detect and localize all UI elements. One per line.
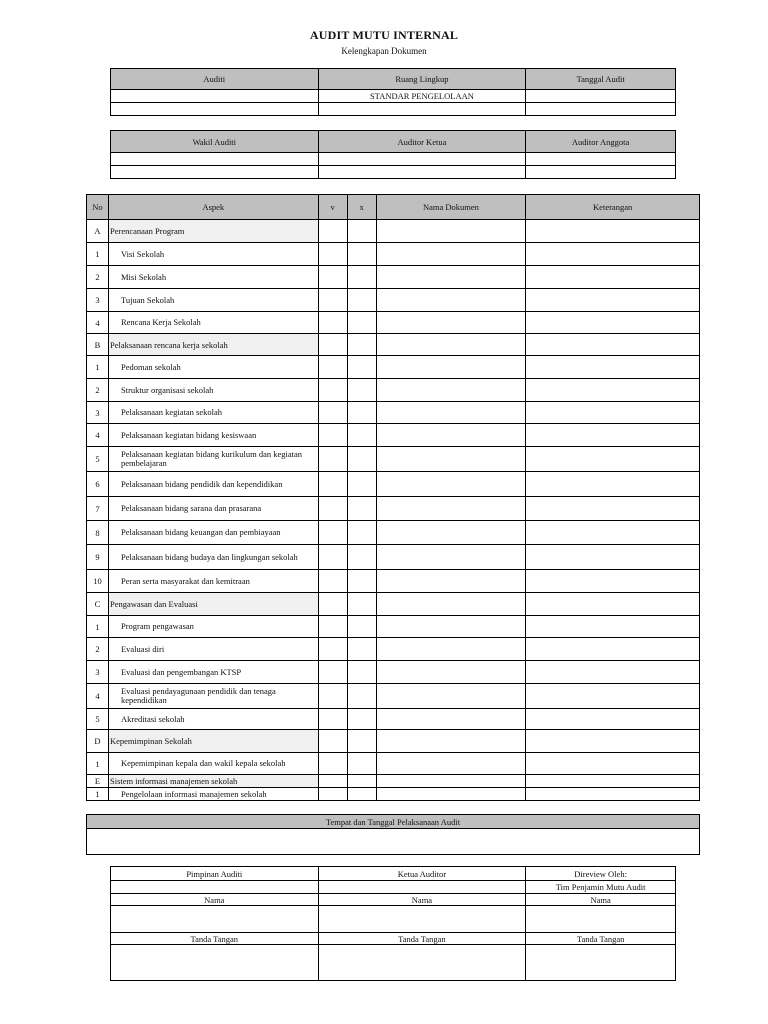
row-number: 1 xyxy=(87,788,109,801)
section-row xyxy=(87,775,700,788)
document-name-cell[interactable] xyxy=(376,753,526,775)
check-v-cell[interactable] xyxy=(318,730,347,753)
check-v-cell[interactable] xyxy=(318,684,347,709)
document-title: AUDIT MUTU INTERNAL xyxy=(309,28,459,42)
scope-value: STANDAR PENGELOLAAN xyxy=(318,90,526,103)
aspect-label: Pelaksanaan kegiatan sekolah xyxy=(108,402,318,424)
remarks-cell[interactable] xyxy=(526,570,700,593)
section-title: Pengawasan dan Evaluasi xyxy=(108,593,318,616)
col-nama-dokumen: Nama Dokumen xyxy=(376,195,526,220)
check-x-cell[interactable] xyxy=(347,379,376,402)
checklist-row xyxy=(87,266,700,289)
row-number: 9 xyxy=(87,545,109,570)
check-x-cell[interactable] xyxy=(347,730,376,753)
check-v-cell[interactable] xyxy=(318,447,347,472)
check-v-cell[interactable] xyxy=(318,709,347,730)
document-name-cell[interactable] xyxy=(376,638,526,661)
row-number: 2 xyxy=(87,638,109,661)
checklist-row xyxy=(87,684,700,709)
remarks-cell[interactable] xyxy=(526,402,700,424)
aspect-label: Struktur organisasi sekolah xyxy=(108,379,318,402)
row-number: 5 xyxy=(87,709,109,730)
check-x-cell[interactable] xyxy=(347,521,376,545)
aspect-label: Evaluasi diri xyxy=(108,638,318,661)
check-v-cell[interactable] xyxy=(318,289,347,312)
check-x-cell[interactable] xyxy=(347,472,376,497)
aspect-label: Peran serta masyarakat dan kemitraan xyxy=(108,570,318,593)
signature-label: Tanda Tangan xyxy=(526,933,676,945)
col-aspek: Aspek xyxy=(108,195,318,220)
col-ruang-lingkup: Ruang Lingkup xyxy=(318,69,526,90)
check-v-cell[interactable] xyxy=(318,266,347,289)
checklist-row xyxy=(87,472,700,497)
check-v-cell[interactable] xyxy=(318,472,347,497)
col-tanggal-audit: Tanggal Audit xyxy=(526,69,676,90)
row-number: 4 xyxy=(87,684,109,709)
checklist-row xyxy=(87,402,700,424)
checklist-row xyxy=(87,356,700,379)
row-number: B xyxy=(87,334,109,356)
col-v: v xyxy=(318,195,347,220)
checklist-row xyxy=(87,521,700,545)
check-v-cell[interactable] xyxy=(318,661,347,684)
name-label: Nama xyxy=(526,894,676,906)
section-title: Sistem informasi manajemen sekolah xyxy=(108,775,318,788)
auditor-table xyxy=(110,130,676,179)
document-name-cell[interactable] xyxy=(376,447,526,472)
remarks-cell[interactable] xyxy=(526,472,700,497)
remarks-cell[interactable] xyxy=(526,497,700,521)
remarks-cell[interactable] xyxy=(526,289,700,312)
audit-info-table xyxy=(110,68,676,116)
remarks-cell[interactable] xyxy=(526,243,700,266)
check-x-cell[interactable] xyxy=(347,402,376,424)
document-name-cell[interactable] xyxy=(376,684,526,709)
check-x-cell[interactable] xyxy=(347,424,376,447)
section-row xyxy=(87,334,700,356)
check-v-cell[interactable] xyxy=(318,545,347,570)
row-number: 3 xyxy=(87,289,109,312)
row-number: 1 xyxy=(87,753,109,775)
row-number: 5 xyxy=(87,447,109,472)
checklist-row xyxy=(87,709,700,730)
aspect-label: Kepemimpinan kepala dan wakil kepala sekolah xyxy=(108,753,318,775)
row-number: 3 xyxy=(87,402,109,424)
aspect-label: Evaluasi dan pengembangan KTSP xyxy=(108,661,318,684)
row-number: 6 xyxy=(87,472,109,497)
place-date-table xyxy=(86,814,700,855)
check-v-cell[interactable] xyxy=(318,424,347,447)
section-title: Kepemimpinan Sekolah xyxy=(108,730,318,753)
remarks-cell[interactable] xyxy=(526,266,700,289)
remarks-cell[interactable] xyxy=(526,730,700,753)
check-x-cell[interactable] xyxy=(347,220,376,243)
name-field[interactable] xyxy=(318,906,526,933)
remarks-cell[interactable] xyxy=(526,593,700,616)
tanggal-cell[interactable] xyxy=(526,90,676,103)
row-number: 1 xyxy=(87,243,109,266)
row-number: E xyxy=(87,775,109,788)
checklist-row xyxy=(87,788,700,801)
checklist-row xyxy=(87,447,700,472)
check-x-cell[interactable] xyxy=(347,447,376,472)
remarks-cell[interactable] xyxy=(526,379,700,402)
row-number: D xyxy=(87,730,109,753)
blank-cell xyxy=(318,881,526,894)
check-x-cell[interactable] xyxy=(347,788,376,801)
check-x-cell[interactable] xyxy=(347,616,376,638)
aspect-label: Evaluasi pendayagunaan pendidik dan tenaga kependidikan xyxy=(108,684,318,709)
checklist-row xyxy=(87,753,700,775)
col-auditi: Auditi xyxy=(111,69,319,90)
document-name-cell[interactable] xyxy=(376,661,526,684)
checklist-row xyxy=(87,379,700,402)
aspect-label: Pelaksanaan kegiatan bidang kurikulum dan kegiatan pembelajaran xyxy=(108,447,318,472)
document-name-cell[interactable] xyxy=(376,243,526,266)
aspect-label: Program pengawasan xyxy=(108,616,318,638)
section-row xyxy=(87,730,700,753)
check-x-cell[interactable] xyxy=(347,593,376,616)
check-v-cell[interactable] xyxy=(318,356,347,379)
check-x-cell[interactable] xyxy=(347,312,376,334)
aspect-label: Akreditasi sekolah xyxy=(108,709,318,730)
document-name-cell[interactable] xyxy=(376,402,526,424)
aspect-label: Pedoman sekolah xyxy=(108,356,318,379)
col-pimpinan-auditi: Pimpinan Auditi xyxy=(111,867,319,881)
remarks-cell[interactable] xyxy=(526,356,700,379)
col-wakil-auditi: Wakil Auditi xyxy=(111,131,319,153)
check-x-cell[interactable] xyxy=(347,545,376,570)
remarks-cell[interactable] xyxy=(526,312,700,334)
check-v-cell[interactable] xyxy=(318,521,347,545)
row-number: 4 xyxy=(87,424,109,447)
anggota-cell[interactable] xyxy=(526,153,676,166)
col-direview-oleh: Direview Oleh: xyxy=(526,867,676,881)
section-row xyxy=(87,593,700,616)
row-number: 2 xyxy=(87,266,109,289)
signature-field[interactable] xyxy=(318,945,526,981)
checklist-row xyxy=(87,638,700,661)
check-v-cell[interactable] xyxy=(318,402,347,424)
scope-cell-2[interactable] xyxy=(318,103,526,116)
checklist-row xyxy=(87,661,700,684)
anggota-cell-2[interactable] xyxy=(526,166,676,179)
signature-table xyxy=(110,866,676,981)
document-name-cell[interactable] xyxy=(376,775,526,788)
section-title: Perencanaan Program xyxy=(108,220,318,243)
document-name-cell[interactable] xyxy=(376,356,526,379)
row-number: 10 xyxy=(87,570,109,593)
aspect-label: Pengelolaan informasi manajemen sekolah xyxy=(108,788,318,801)
document-name-cell[interactable] xyxy=(376,266,526,289)
check-v-cell[interactable] xyxy=(318,593,347,616)
document-name-cell[interactable] xyxy=(376,472,526,497)
row-number: 1 xyxy=(87,616,109,638)
col-x: x xyxy=(347,195,376,220)
row-number: 4 xyxy=(87,312,109,334)
signature-field[interactable] xyxy=(111,945,319,981)
row-number: 2 xyxy=(87,379,109,402)
auditi-cell-2[interactable] xyxy=(111,103,319,116)
document-name-cell[interactable] xyxy=(376,570,526,593)
check-v-cell[interactable] xyxy=(318,753,347,775)
aspect-label: Tujuan Sekolah xyxy=(108,289,318,312)
signature-label: Tanda Tangan xyxy=(111,933,319,945)
checklist-table xyxy=(86,194,700,801)
document-name-cell[interactable] xyxy=(376,545,526,570)
check-v-cell[interactable] xyxy=(318,775,347,788)
checklist-row xyxy=(87,616,700,638)
check-x-cell[interactable] xyxy=(347,243,376,266)
checklist-row xyxy=(87,545,700,570)
ketua-cell-2[interactable] xyxy=(318,166,526,179)
remarks-cell[interactable] xyxy=(526,521,700,545)
place-date-header: Tempat dan Tanggal Pelaksanaan Audit xyxy=(87,815,700,829)
remarks-cell[interactable] xyxy=(526,775,700,788)
check-x-cell[interactable] xyxy=(347,661,376,684)
remarks-cell[interactable] xyxy=(526,334,700,356)
row-number: C xyxy=(87,593,109,616)
document-name-cell[interactable] xyxy=(376,289,526,312)
remarks-cell[interactable] xyxy=(526,684,700,709)
row-number: 7 xyxy=(87,497,109,521)
row-number: 3 xyxy=(87,661,109,684)
check-v-cell[interactable] xyxy=(318,497,347,521)
checklist-row xyxy=(87,243,700,266)
check-x-cell[interactable] xyxy=(347,775,376,788)
document-name-cell[interactable] xyxy=(376,379,526,402)
check-x-cell[interactable] xyxy=(347,570,376,593)
checklist-row xyxy=(87,312,700,334)
remarks-cell[interactable] xyxy=(526,424,700,447)
check-x-cell[interactable] xyxy=(347,334,376,356)
check-x-cell[interactable] xyxy=(347,709,376,730)
name-field[interactable] xyxy=(111,906,319,933)
wakil-cell-2[interactable] xyxy=(111,166,319,179)
document-name-cell[interactable] xyxy=(376,220,526,243)
check-v-cell[interactable] xyxy=(318,220,347,243)
checklist-row xyxy=(87,570,700,593)
reviewer-team: Tim Penjamin Mutu Audit xyxy=(526,881,676,894)
aspect-label: Misi Sekolah xyxy=(108,266,318,289)
aspect-label: Rencana Kerja Sekolah xyxy=(108,312,318,334)
document-name-cell[interactable] xyxy=(376,521,526,545)
remarks-cell[interactable] xyxy=(526,447,700,472)
aspect-label: Pelaksanaan bidang sarana dan prasarana xyxy=(108,497,318,521)
col-auditor-ketua: Auditor Ketua xyxy=(318,131,526,153)
check-x-cell[interactable] xyxy=(347,289,376,312)
check-v-cell[interactable] xyxy=(318,638,347,661)
document-subtitle: Kelengkapan Dokumen xyxy=(341,46,427,56)
row-number: 1 xyxy=(87,356,109,379)
document-name-cell[interactable] xyxy=(376,424,526,447)
signature-field[interactable] xyxy=(526,945,676,981)
document-name-cell[interactable] xyxy=(376,788,526,801)
check-v-cell[interactable] xyxy=(318,788,347,801)
checklist-row xyxy=(87,289,700,312)
col-auditor-anggota: Auditor Anggota xyxy=(526,131,676,153)
remarks-cell[interactable] xyxy=(526,545,700,570)
wakil-cell[interactable] xyxy=(111,153,319,166)
document-name-cell[interactable] xyxy=(376,709,526,730)
document-name-cell[interactable] xyxy=(376,616,526,638)
row-number: 8 xyxy=(87,521,109,545)
section-title: Pelaksanaan rencana kerja sekolah xyxy=(108,334,318,356)
col-no: No xyxy=(87,195,109,220)
check-x-cell[interactable] xyxy=(347,356,376,379)
check-v-cell[interactable] xyxy=(318,616,347,638)
remarks-cell[interactable] xyxy=(526,753,700,775)
document-name-cell[interactable] xyxy=(376,334,526,356)
auditi-cell[interactable] xyxy=(111,90,319,103)
blank-cell xyxy=(111,881,319,894)
section-row xyxy=(87,220,700,243)
row-number: A xyxy=(87,220,109,243)
aspect-label: Pelaksanaan kegiatan bidang kesiswaan xyxy=(108,424,318,447)
aspect-label: Pelaksanaan bidang pendidik dan kependidikan xyxy=(108,472,318,497)
document-name-cell[interactable] xyxy=(376,497,526,521)
aspect-label: Pelaksanaan bidang keuangan dan pembiayaan xyxy=(108,521,318,545)
ketua-cell[interactable] xyxy=(318,153,526,166)
remarks-cell[interactable] xyxy=(526,638,700,661)
document-name-cell[interactable] xyxy=(376,730,526,753)
check-x-cell[interactable] xyxy=(347,753,376,775)
aspect-label: Pelaksanaan bidang budaya dan lingkungan sekolah xyxy=(108,545,318,570)
tanggal-cell-2[interactable] xyxy=(526,103,676,116)
checklist-row xyxy=(87,424,700,447)
remarks-cell[interactable] xyxy=(526,788,700,801)
check-v-cell[interactable] xyxy=(318,312,347,334)
check-x-cell[interactable] xyxy=(347,684,376,709)
remarks-cell[interactable] xyxy=(526,709,700,730)
signature-label: Tanda Tangan xyxy=(318,933,526,945)
check-v-cell[interactable] xyxy=(318,243,347,266)
name-label: Nama xyxy=(318,894,526,906)
check-x-cell[interactable] xyxy=(347,266,376,289)
name-label: Nama xyxy=(111,894,319,906)
col-ketua-auditor: Ketua Auditor xyxy=(318,867,526,881)
check-v-cell[interactable] xyxy=(318,570,347,593)
check-x-cell[interactable] xyxy=(347,638,376,661)
document-name-cell[interactable] xyxy=(376,593,526,616)
check-v-cell[interactable] xyxy=(318,334,347,356)
place-date-cell[interactable] xyxy=(87,829,700,855)
col-keterangan: Keterangan xyxy=(526,195,700,220)
checklist-row xyxy=(87,497,700,521)
check-x-cell[interactable] xyxy=(347,497,376,521)
remarks-cell[interactable] xyxy=(526,616,700,638)
name-field[interactable] xyxy=(526,906,676,933)
document-name-cell[interactable] xyxy=(376,312,526,334)
aspect-label: Visi Sekolah xyxy=(108,243,318,266)
check-v-cell[interactable] xyxy=(318,379,347,402)
remarks-cell[interactable] xyxy=(526,661,700,684)
remarks-cell[interactable] xyxy=(526,220,700,243)
